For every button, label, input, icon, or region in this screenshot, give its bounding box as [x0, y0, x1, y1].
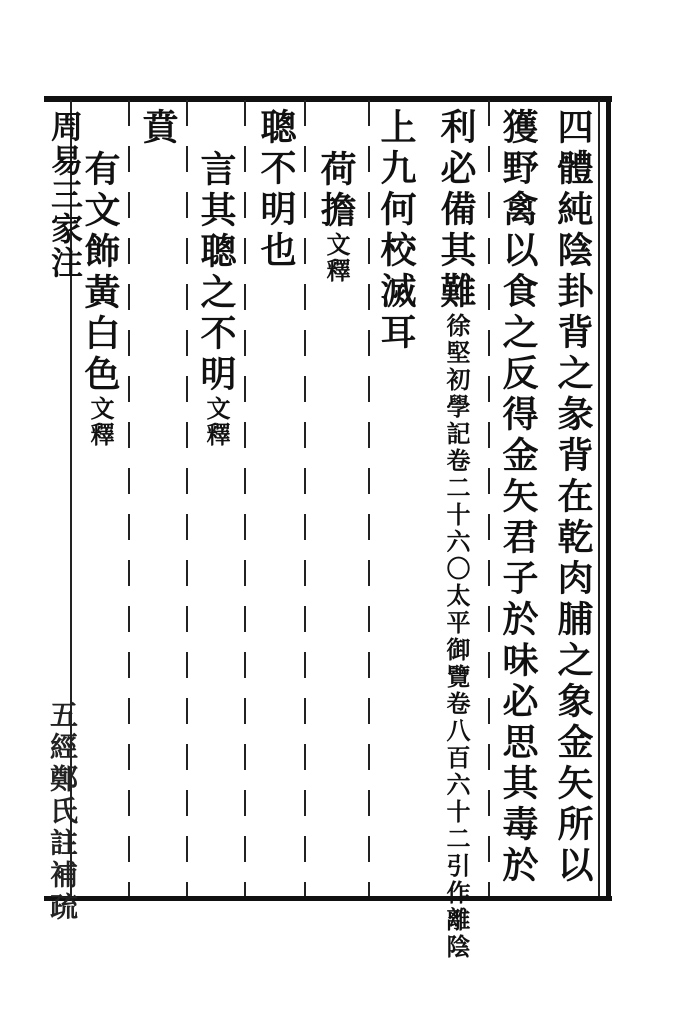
main-text: 言其聰之不明 — [195, 150, 237, 396]
text-column-4: 上九何校滅耳 — [375, 108, 417, 354]
margin-note: 五經鄭氏註補疏 — [46, 700, 79, 924]
text-column-6: 聰不明也 — [255, 108, 297, 272]
column-rule — [128, 100, 130, 896]
column-rule — [488, 100, 490, 896]
frame-bottom-border — [44, 896, 612, 901]
annotation-note: 文釋 — [202, 396, 231, 448]
annotation-note: 文釋 — [322, 232, 351, 284]
main-text: 荷 — [315, 150, 357, 191]
text-column-8: 賁 — [137, 108, 179, 149]
frame-right-border — [606, 96, 611, 901]
gloss-text: 徐堅初學記卷二十六〇太平御覽卷八百六十二引作離陰 — [442, 313, 471, 961]
text-column-3 — [435, 108, 477, 961]
column-rule — [244, 100, 246, 896]
column-rule — [368, 100, 370, 896]
main-text: 利必備其難 — [435, 108, 477, 313]
text-column-1: 四體純陰卦背之彖背在乾肉脯之象金矢所以 — [552, 108, 594, 887]
column-rule — [304, 100, 306, 896]
book-edge-title: 周易三家注 — [46, 110, 84, 280]
column-rule — [598, 100, 600, 896]
text-column-5 — [315, 150, 357, 284]
text-column-7 — [195, 150, 237, 448]
text-column-2: 獲野禽以食之反得金矢君子於味必思其毒於 — [497, 108, 539, 887]
annotation-note: 文釋 — [86, 396, 115, 448]
main-text: 有文飾黃白色 — [79, 150, 121, 396]
main-text: 擔 — [315, 191, 357, 232]
column-rule — [186, 100, 188, 896]
